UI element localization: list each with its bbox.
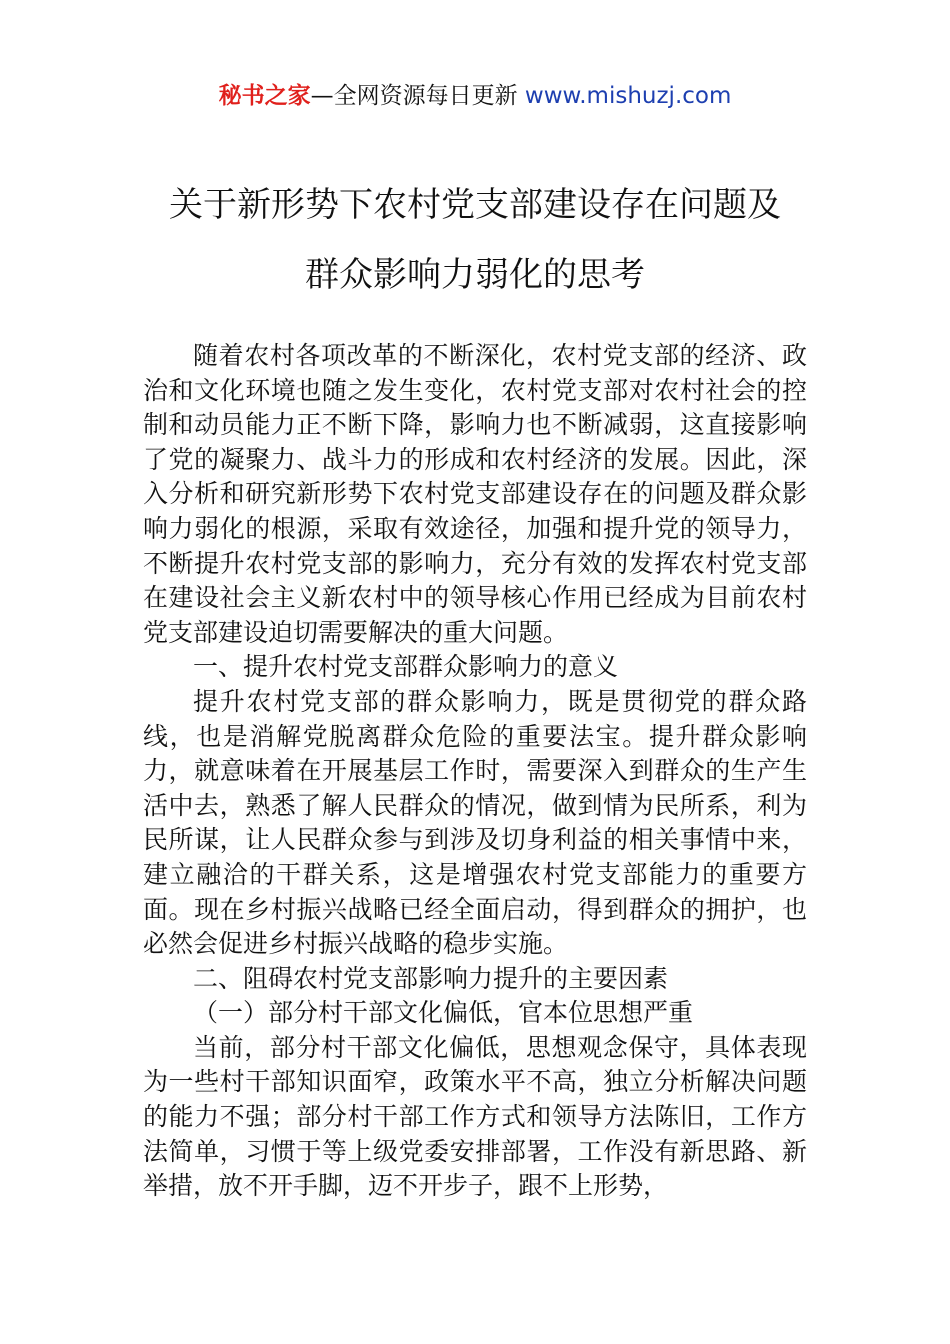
section-1-paragraph: 提升农村党支部的群众影响力，既是贯彻党的群众路线，也是消解党脱离群众危险的重要法宝。提升群众影响力，就意味着在开展基层工作时，需要深入到群众的生产生活中去，熟悉了解人民群众的情况，做到情为民所系，利为民所谋，让人民群众参与到涉及切身利益的相关事情中来，建立融洽的干群关系，这是增强农村党支部能力的重要方面。现在乡村振兴战略已经全面启动，得到群众的拥护，也必然会促进乡村振兴战略的稳步实施。 [143,686,807,959]
title-line-1: 关于新形势下农村党支部建设存在问题及 [169,185,781,225]
site-header [0,80,950,112]
section-heading-1: 一、提升农村党支部群众影响力的意义 [193,652,619,682]
intro-paragraph: 随着农村各项改革的不断深化，农村党支部的经济、政治和文化环境也随之发生变化，农村党支部对农村社会的控制和动员能力正不断下降，影响力也不断减弱，这直接影响了党的凝聚力、战斗力的形成和农村经济的发展。因此，深入分析和研究新形势下农村党支部建设存在的问题及群众影响力弱化的根源，采取有效途径，加强和提升党的领导力，不断提升农村党支部的影响力，充分有效的发挥农村党支部在建设社会主义新农村中的领导核心作用已经成为目前农村党支部建设迫切需要解决的重大问题。 [143,341,807,647]
subsection-1-paragraph: 当前，部分村干部文化偏低，思想观念保守，具体表现为一些村干部知识面窄，政策水平不高，独立分析解决问题的能力不强；部分村干部工作方式和领导方法陈旧，工作方法简单，习惯于等上级党委安排部署，工作没有新思路、新举措，放不开手脚，迈不开步子，跟不上形势， [143,1032,807,1201]
site-slogan: —全网资源每日更新 [310,83,518,109]
section-heading-2: 二、阻碍农村党支部影响力提升的主要因素 [193,963,669,993]
document-title [0,170,950,310]
site-brand: 秘书之家 [218,83,311,109]
title-line-2: 群众影响力弱化的思考 [305,255,645,295]
site-url-link[interactable]: www.mishuzj.com [524,83,732,109]
subsection-heading-1: （一）部分村干部文化偏低，官本位思想严重 [193,998,694,1028]
document-body [143,339,807,1204]
